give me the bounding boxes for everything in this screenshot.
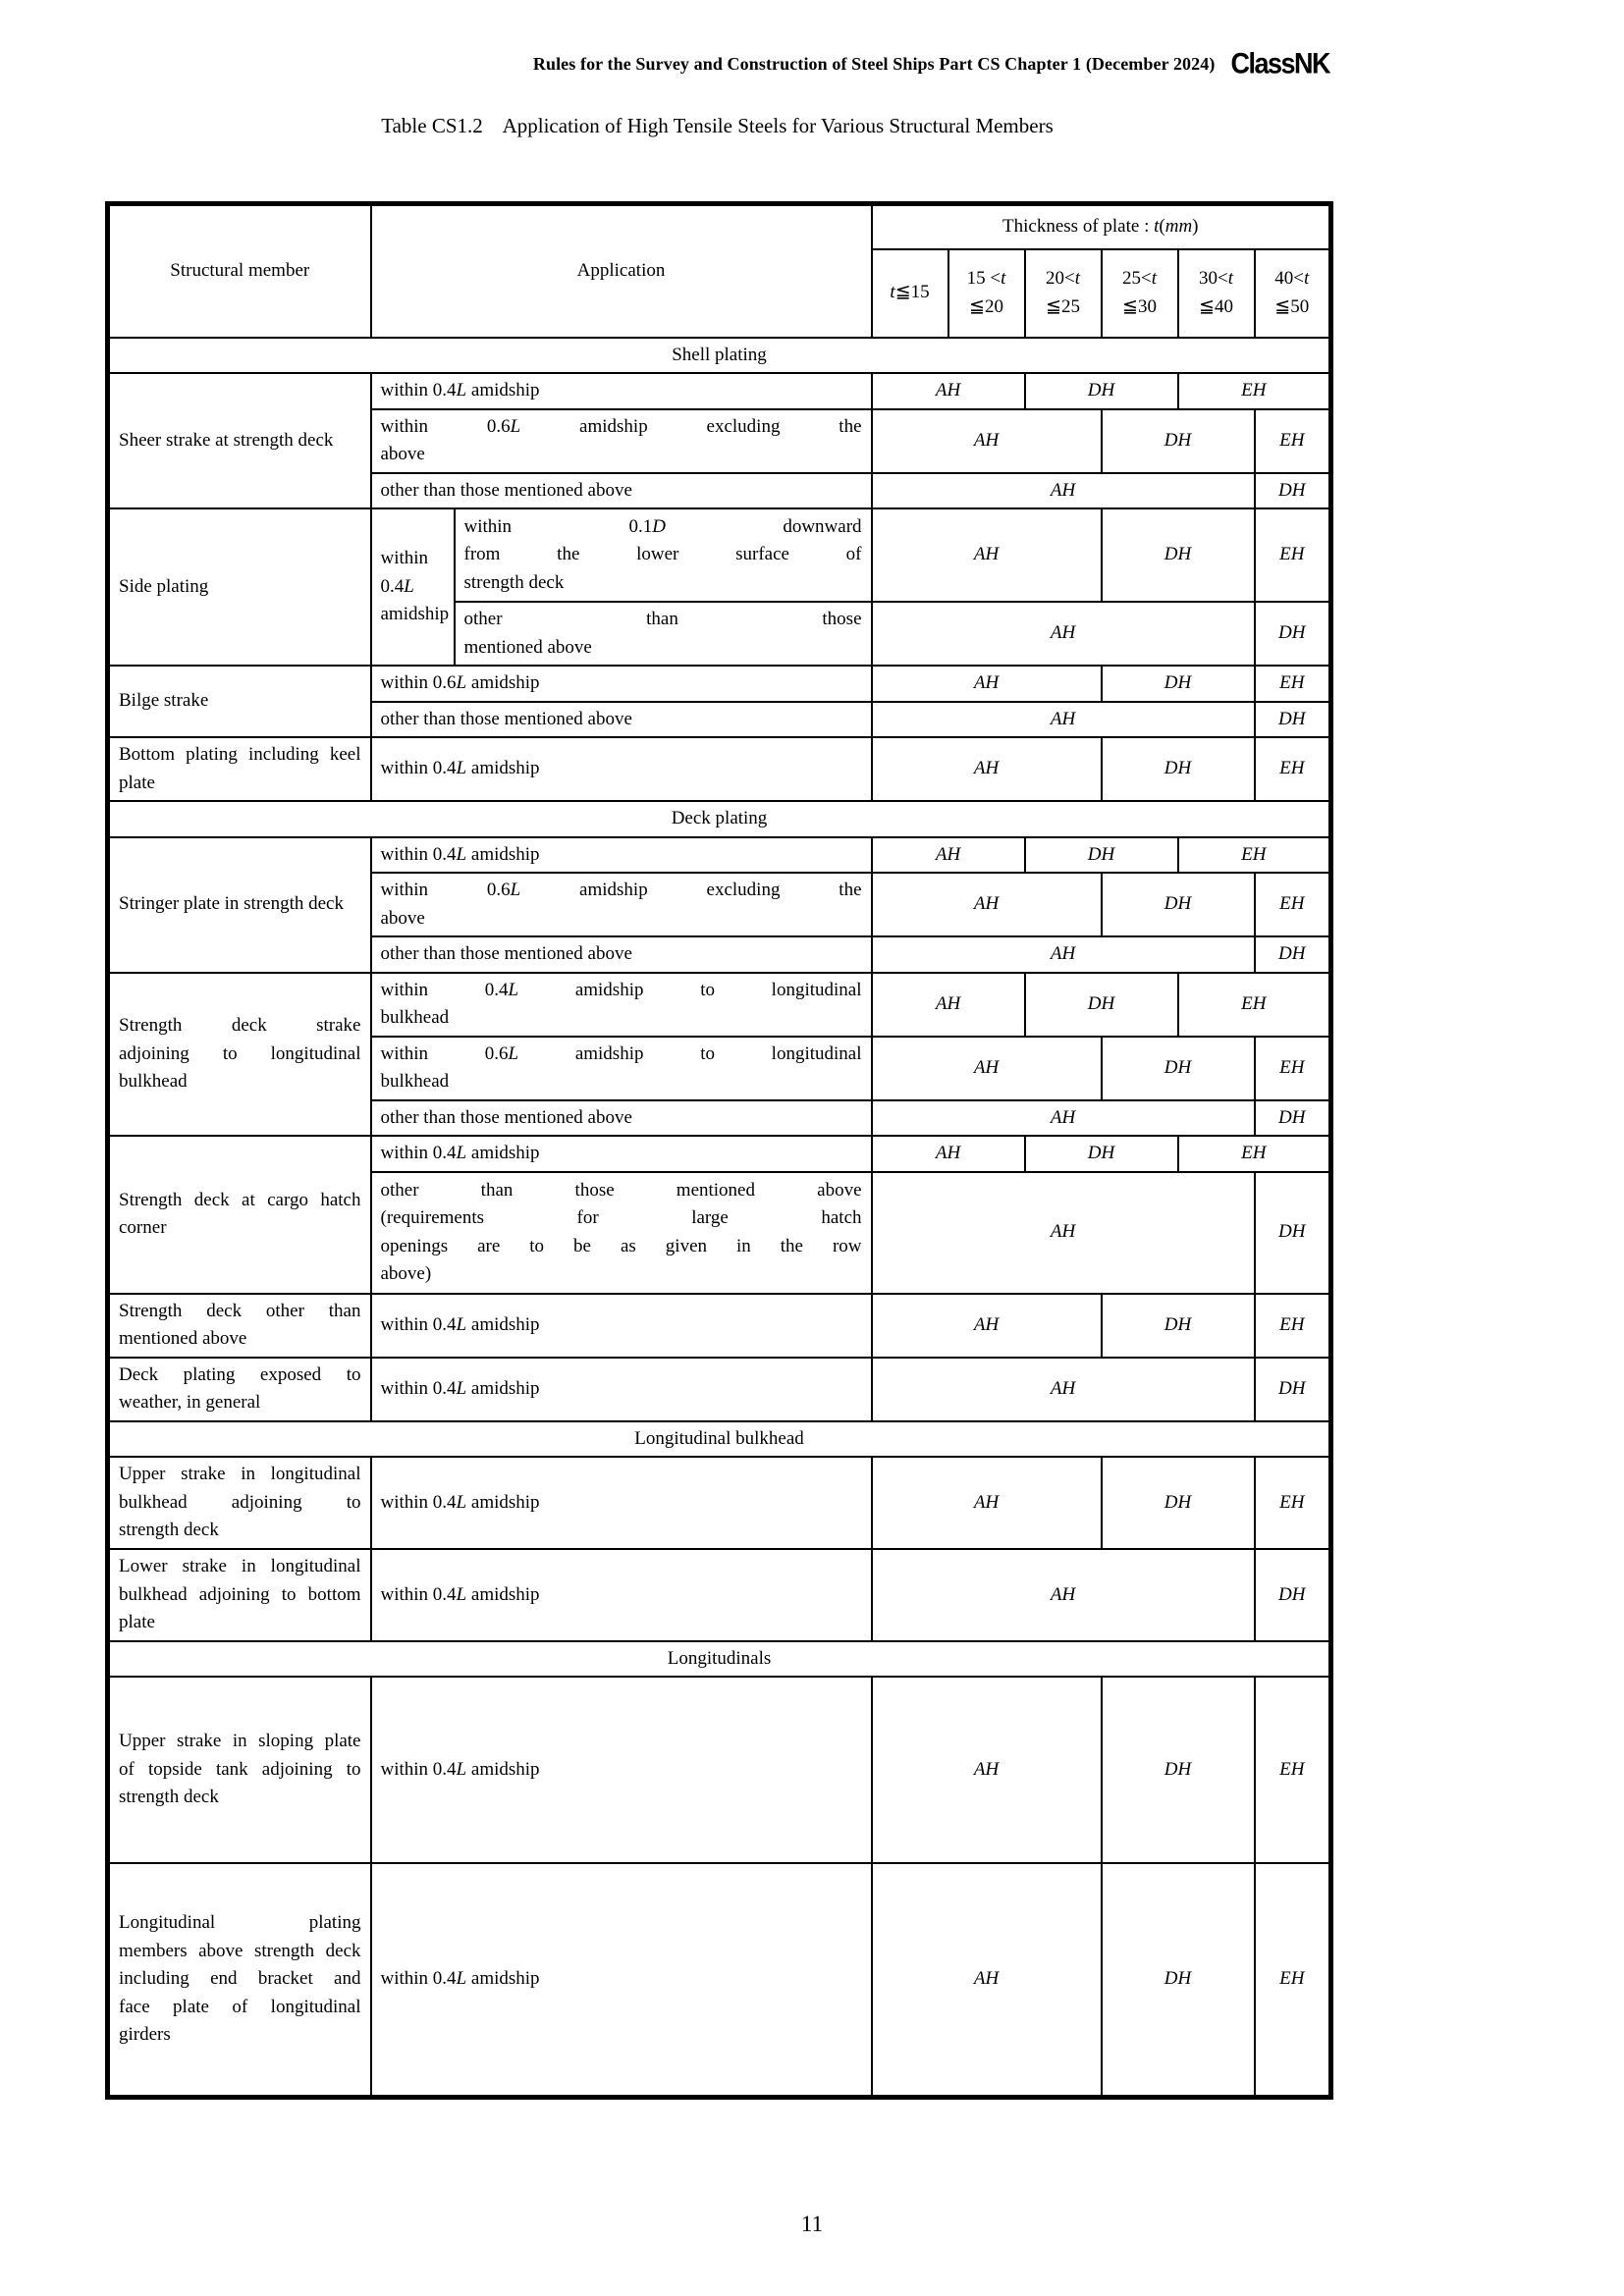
structural-member-cell: Upper strake in longitudinal bulkhead adjoining to strength deck — [108, 1457, 371, 1549]
structural-member-cell: Bottom plating including keel plate — [108, 737, 371, 801]
table-row — [108, 373, 1331, 409]
table-row — [108, 1677, 1331, 1863]
application-cell: within 0.4L amidship — [371, 737, 872, 801]
application-cell: within 0.6L amidship excluding the above — [371, 873, 872, 936]
steel-grade-cell: DH — [1255, 1549, 1331, 1641]
structural-member-cell: Upper strake in sloping plate of topside tank adjoining to strength deck — [108, 1677, 371, 1863]
steel-grade-cell: DH — [1102, 409, 1255, 473]
structural-member-cell: Longitudinal plating members above strength deck including end bracket and face plate of longitudinal girders — [108, 1863, 371, 2097]
steel-grade-cell: DH — [1025, 1136, 1178, 1172]
steel-grade-cell: DH — [1102, 1294, 1255, 1358]
steel-grade-cell: AH — [872, 666, 1102, 702]
steel-grade-cell: DH — [1102, 1863, 1255, 2097]
thickness-header: Thickness of plate : t(mm) — [872, 204, 1331, 249]
steel-grade-cell: DH — [1102, 1037, 1255, 1100]
steel-grade-cell: AH — [872, 409, 1102, 473]
high-tensile-steel-application-table — [105, 201, 1333, 2100]
steel-grade-cell: EH — [1255, 508, 1331, 602]
section-label: Shell plating — [108, 338, 1331, 374]
steel-grade-cell: AH — [872, 1677, 1102, 1863]
thickness-range-header: 25<t ≦30 — [1102, 249, 1178, 338]
application-cell: within 0.4L amidship — [371, 1457, 872, 1549]
steel-grade-cell: AH — [872, 936, 1255, 973]
structural-member-cell: Sheer strake at strength deck — [108, 373, 371, 508]
structural-member-cell: Side plating — [108, 508, 371, 666]
thickness-range-header: 40<t ≦50 — [1255, 249, 1331, 338]
application-cell: within 0.6L amidship — [371, 666, 872, 702]
thickness-range-header: 15 <t ≦20 — [948, 249, 1025, 338]
steel-grade-cell: DH — [1102, 1677, 1255, 1863]
header-row — [108, 204, 1331, 249]
table-title: Table CS1.2 Application of High Tensile Steels for Various Structural Members — [381, 114, 1054, 137]
steel-grade-cell: AH — [872, 1863, 1102, 2097]
steel-grade-cell: AH — [872, 373, 1025, 409]
steel-grade-cell: AH — [872, 473, 1255, 509]
application-cell: other than those mentioned above — [371, 1100, 872, 1137]
steel-grade-cell: DH — [1255, 936, 1331, 973]
application-cell: other than those mentioned above — [455, 602, 872, 666]
application-cell: within 0.1D downward from the lower surface of strength deck — [455, 508, 872, 602]
steel-grade-cell: EH — [1178, 837, 1331, 874]
structural-member-cell: Bilge strake — [108, 666, 371, 737]
application-cell: within 0.4L amidship — [371, 1549, 872, 1641]
steel-grade-cell: AH — [872, 1457, 1102, 1549]
application-header: Application — [371, 204, 872, 338]
application-cell: within 0.4L amidship — [371, 1677, 872, 1863]
steel-grade-cell: AH — [872, 1294, 1102, 1358]
steel-grade-cell: DH — [1255, 1100, 1331, 1137]
steel-grade-cell: DH — [1102, 1457, 1255, 1549]
application-cell: other than those mentioned above — [371, 702, 872, 738]
application-sub-cell: within 0.4L amidship — [371, 508, 455, 666]
thickness-range-header: 30<t ≦40 — [1178, 249, 1255, 338]
structural-member-cell: Strength deck at cargo hatch corner — [108, 1136, 371, 1294]
section-header-row — [108, 801, 1331, 837]
table-row — [108, 666, 1331, 702]
steel-grade-cell: DH — [1255, 702, 1331, 738]
steel-grade-cell: AH — [872, 973, 1025, 1037]
table-row — [108, 508, 1331, 602]
steel-grade-cell: EH — [1255, 1863, 1331, 2097]
application-cell: within 0.4L amidship — [371, 1863, 872, 2097]
steel-grade-cell: DH — [1102, 737, 1255, 801]
section-header-row — [108, 338, 1331, 374]
steel-grade-cell: DH — [1255, 1172, 1331, 1294]
steel-grade-cell: AH — [872, 873, 1102, 936]
application-cell: within 0.4L amidship — [371, 1136, 872, 1172]
structural-member-header: Structural member — [108, 204, 371, 338]
steel-grade-cell: EH — [1178, 973, 1331, 1037]
application-cell: other than those mentioned above — [371, 473, 872, 509]
table-row — [108, 1549, 1331, 1641]
steel-grade-cell: EH — [1255, 1294, 1331, 1358]
steel-grade-cell: DH — [1102, 508, 1255, 602]
structural-member-cell: Lower strake in longitudinal bulkhead adjoining to bottom plate — [108, 1549, 371, 1641]
steel-grade-cell: DH — [1255, 602, 1331, 666]
table-row — [108, 1457, 1331, 1549]
steel-grade-cell: DH — [1102, 873, 1255, 936]
steel-grade-cell: AH — [872, 1100, 1255, 1137]
application-cell: within 0.4L amidship — [371, 373, 872, 409]
page-header — [105, 49, 1329, 80]
steel-grade-cell: AH — [872, 1037, 1102, 1100]
steel-grade-cell: EH — [1255, 1677, 1331, 1863]
steel-grade-cell: EH — [1255, 737, 1331, 801]
thickness-range-header: 20<t ≦25 — [1025, 249, 1102, 338]
application-cell: other than those mentioned above — [371, 936, 872, 973]
steel-grade-cell: DH — [1255, 473, 1331, 509]
page-number: 11 — [800, 2212, 824, 2236]
classnk-logo: ClassNK — [1230, 47, 1329, 80]
steel-grade-cell: DH — [1102, 666, 1255, 702]
steel-grade-cell: DH — [1025, 837, 1178, 874]
steel-grade-cell: EH — [1255, 666, 1331, 702]
table-row — [108, 1863, 1331, 2097]
application-cell: within 0.6L amidship excluding the above — [371, 409, 872, 473]
application-cell: within 0.4L amidship — [371, 1294, 872, 1358]
application-cell: within 0.4L amidship to longitudinal bulkhead — [371, 973, 872, 1037]
table-row — [108, 973, 1331, 1037]
steel-grade-cell: AH — [872, 1172, 1255, 1294]
table-row — [108, 1294, 1331, 1358]
steel-grade-cell: AH — [872, 1358, 1255, 1421]
structural-member-cell: Strength deck other than mentioned above — [108, 1294, 371, 1358]
steel-grade-cell: EH — [1255, 1037, 1331, 1100]
steel-grade-cell: EH — [1255, 873, 1331, 936]
structural-member-cell: Stringer plate in strength deck — [108, 837, 371, 973]
steel-grade-cell: DH — [1025, 373, 1178, 409]
steel-grade-cell: AH — [872, 1549, 1255, 1641]
table-row — [108, 737, 1331, 801]
steel-grade-cell: AH — [872, 508, 1102, 602]
table-row — [108, 1136, 1331, 1172]
steel-grade-cell: EH — [1178, 373, 1331, 409]
steel-grade-cell: DH — [1025, 973, 1178, 1037]
structural-member-cell: Deck plating exposed to weather, in general — [108, 1358, 371, 1421]
steel-grade-cell: EH — [1178, 1136, 1331, 1172]
steel-grade-cell: AH — [872, 737, 1102, 801]
section-header-row — [108, 1641, 1331, 1678]
section-label: Longitudinals — [108, 1641, 1331, 1678]
structural-member-cell: Strength deck strake adjoining to longitudinal bulkhead — [108, 973, 371, 1137]
application-cell: within 0.6L amidship to longitudinal bulkhead — [371, 1037, 872, 1100]
section-label: Deck plating — [108, 801, 1331, 837]
steel-grade-cell: AH — [872, 1136, 1025, 1172]
page-header-text: Rules for the Survey and Construction of Steel Ships Part CS Chapter 1 (December 2024) — [532, 54, 1216, 74]
table-row — [108, 1358, 1331, 1421]
steel-grade-cell: DH — [1255, 1358, 1331, 1421]
section-header-row — [108, 1421, 1331, 1458]
steel-grade-cell: AH — [872, 702, 1255, 738]
steel-grade-cell: EH — [1255, 409, 1331, 473]
thickness-range-header: t≦15 — [872, 249, 948, 338]
application-cell: other than those mentioned above (requirements for large hatch openings are to be as given in the row above) — [371, 1172, 872, 1294]
steel-grade-cell: AH — [872, 837, 1025, 874]
table-row — [108, 837, 1331, 874]
section-label: Longitudinal bulkhead — [108, 1421, 1331, 1458]
steel-grade-cell: AH — [872, 602, 1255, 666]
application-cell: within 0.4L amidship — [371, 837, 872, 874]
steel-grade-cell: EH — [1255, 1457, 1331, 1549]
application-cell: within 0.4L amidship — [371, 1358, 872, 1421]
